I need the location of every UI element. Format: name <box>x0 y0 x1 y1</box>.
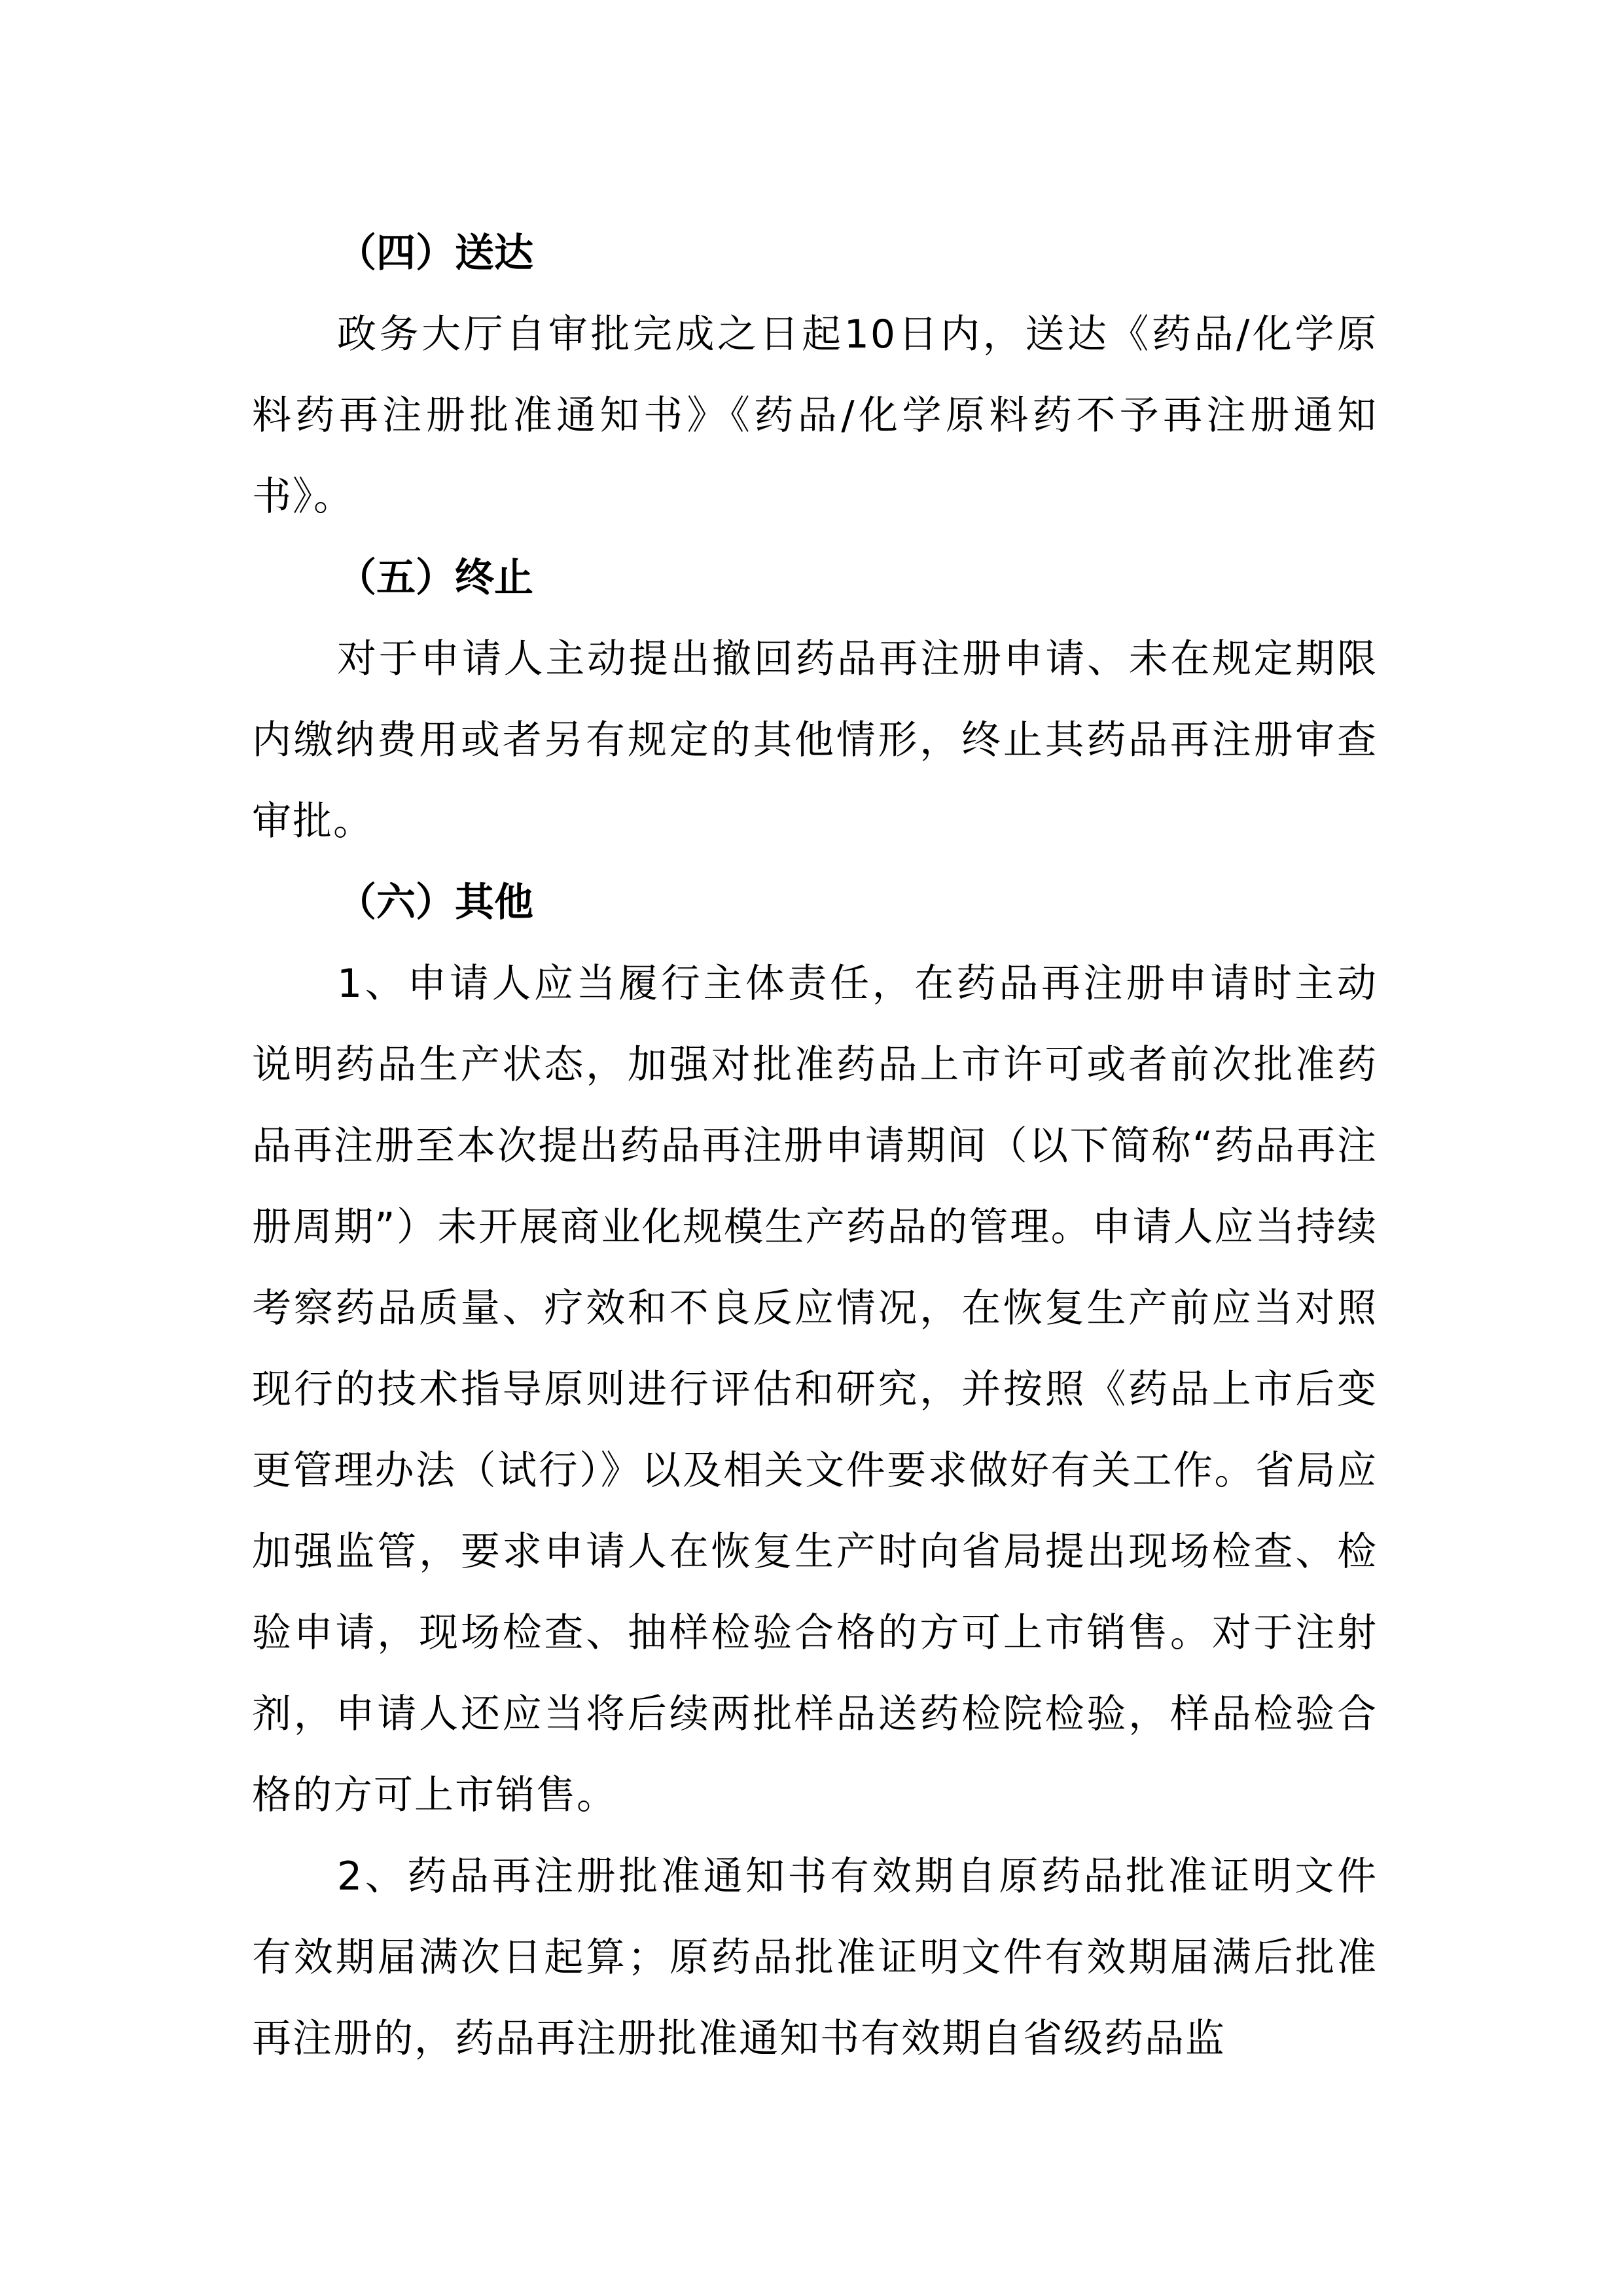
section-heading-termination: （五）终止 <box>337 555 533 601</box>
termination-paragraph: 对于申请人主动提出撤回药品再注册申请、未在规定期限内缴纳费用或者另有规定的其他情形，终止其药品再注册审查审批。 <box>252 636 1378 844</box>
document-body <box>252 213 1378 2079</box>
delivery-paragraph: 政务大厅自审批完成之日起10日内，送达《药品/化学原料药再注册批准通知书》《药品/化学原料药不予再注册通知书》。 <box>252 312 1378 520</box>
other-paragraph-1: 1、申请人应当履行主体责任，在药品再注册申请时主动说明药品生产状态，加强对批准药品上市许可或者前次批准药品再注册至本次提出药品再注册申请期间（以下简称“药品再注册周期”）未开展商业化规模生产药品的管理。申请人应当持续考察药品质量、疗效和不良反应情况，在恢复生产前应当对照现行的技术指导原则进行评估和研究，并按照《药品上市后变更管理办法（试行）》以及相关文件要求做好有关工作。省局应加强监管，要求申请人在恢复生产时向省局提出现场检查、检验申请，现场检查、抽样检验合格的方可上市销售。对于注射剂，申请人还应当将后续两批样品送药检院检验，样品检验合格的方可上市销售。 <box>252 961 1378 1818</box>
section-heading-other: （六）其他 <box>337 880 533 925</box>
other-paragraph-2: 2、药品再注册批准通知书有效期自原药品批准证明文件有效期届满次日起算；原药品批准证明文件有效期届满后批准再注册的，药品再注册批准通知书有效期自省级药品监 <box>252 1854 1378 2062</box>
section-heading-delivery: （四）送达 <box>337 230 533 276</box>
